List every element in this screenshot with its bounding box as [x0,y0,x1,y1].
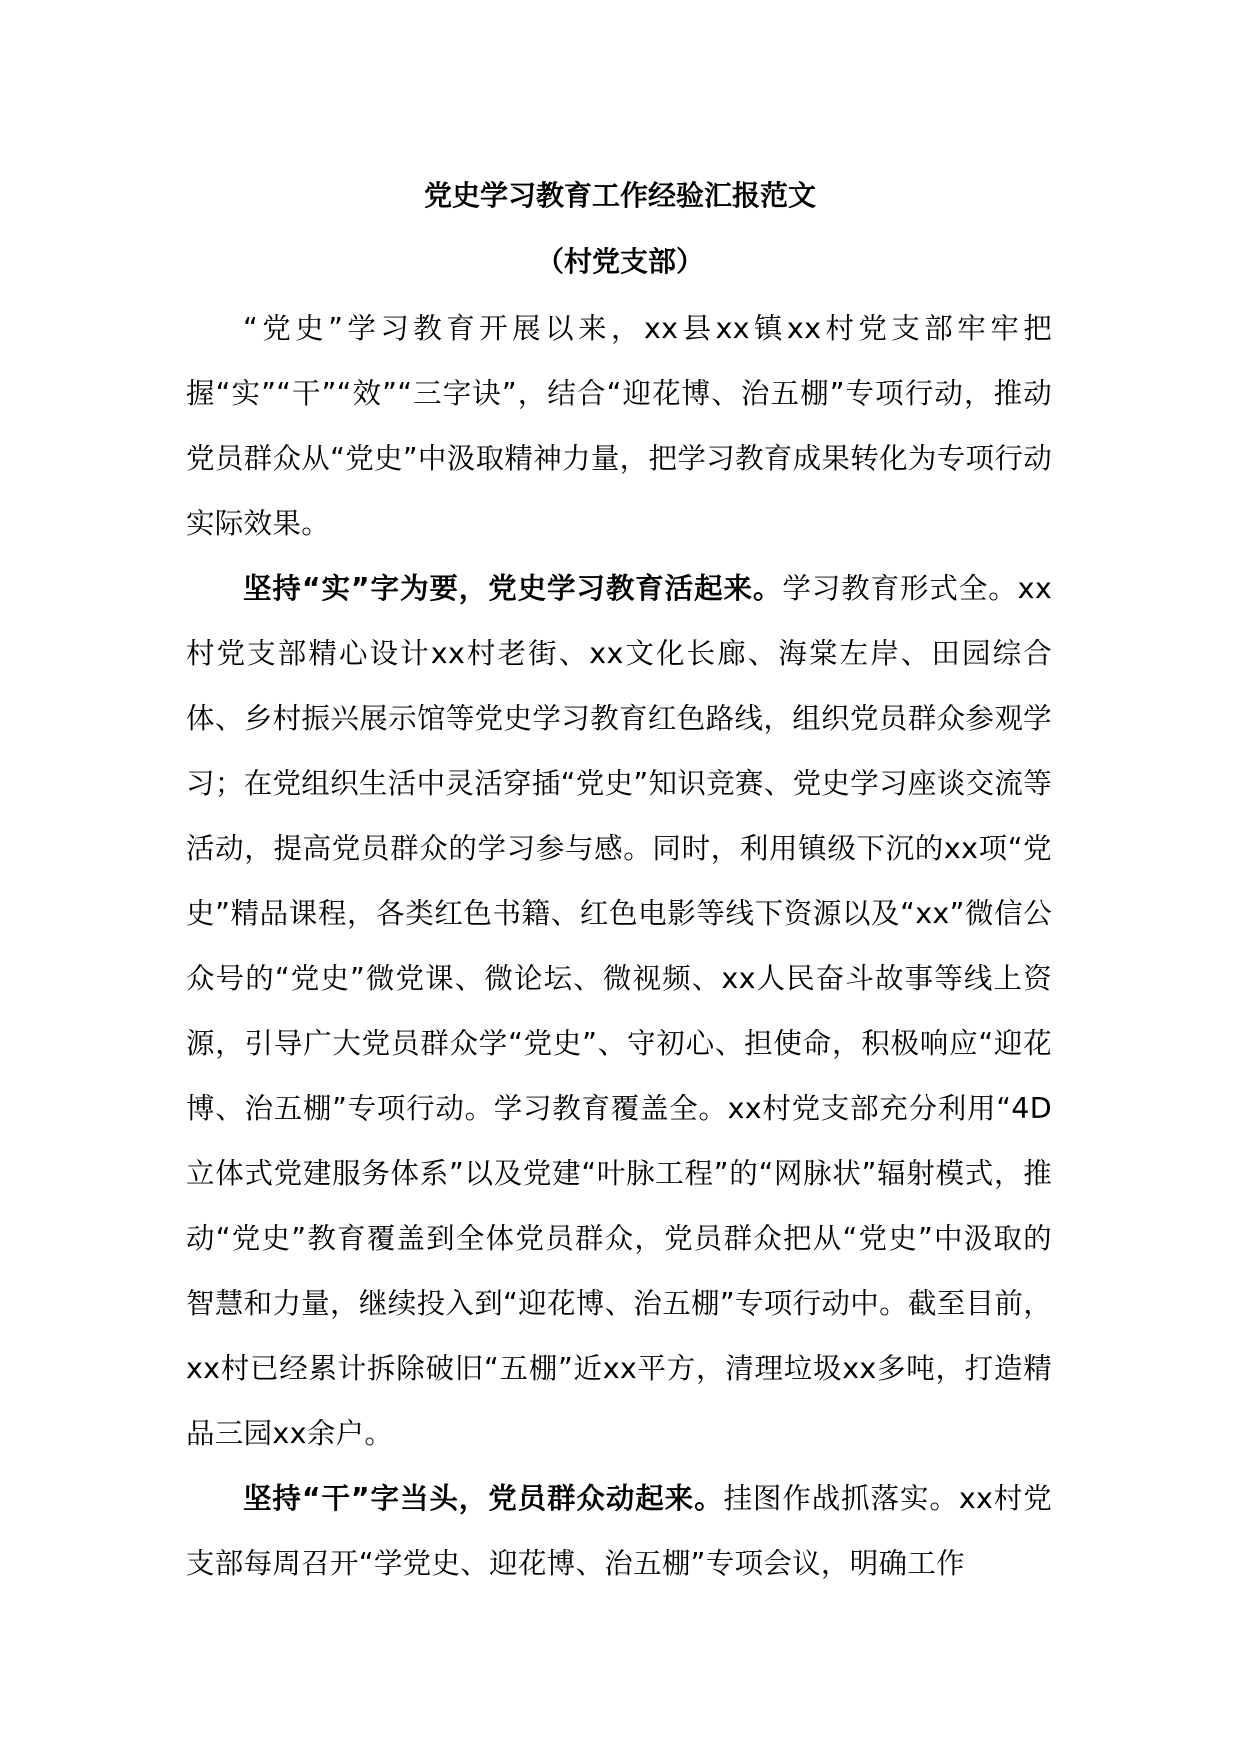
paragraph-gan [186,1466,1052,1596]
paragraph-lead: 坚持“干”字当头，党员群众动起来。 [243,1482,724,1515]
paragraph-text: 学习教育形式全。xx村党支部精心设计xx村老街、xx文化长廊、海棠左岸、田园综合体、乡村振兴展示馆等党史学习教育红色路线，组织党员群众参观学习；在党组织生活中灵活穿插“党史”知识竞赛、党史学习座谈交流等活动，提高党员群众的学习参与感。同时，利用镇级下沉的xx项“党史”精品课程，各类红色书籍、红色电影等线下资源以及“xx”微信公众号的“党史”微党课、微论坛、微视频、xx人民奋斗故事等线上资源，引导广大党员群众学“党史”、守初心、担使命，积极响应“迎花博、治五棚”专项行动。学习教育覆盖全。xx村党支部充分利用“4D立体式党建服务体系”以及党建“叶脉工程”的“网脉状”辐射模式，推动“党史”教育覆盖到全体党员群众，党员群众把从“党史”中汲取的智慧和力量，继续投入到“迎花博、治五棚”专项行动中。截至目前，xx村已经累计拆除破旧“五棚”近xx平方，清理垃圾xx多吨，打造精品三园xx余户。 [186,572,1052,1450]
paragraph-shi [186,556,1052,1466]
paragraph-text: 挂图作战抓落实。xx村党支部每周召开“学党史、迎花博、治五棚”专项会议，明确工作 [186,1482,1052,1580]
document-body [186,296,1052,1596]
document-title: 党史学习教育工作经验汇报范文 [423,179,816,212]
paragraph-lead: 坚持“实”字为要，党史学习教育活起来。 [243,572,783,605]
paragraph-text: “党史”学习教育开展以来，xx县xx镇xx村党支部牢牢把握“实”“干”“效”“三字诀”，结合“迎花博、治五棚”专项行动，推动党员群众从“党史”中汲取精神力量，把学习教育成果转化为专项行动实际效果。 [186,312,1052,540]
paragraph-intro [186,296,1052,556]
document-subtitle: （村党支部） [535,245,704,278]
